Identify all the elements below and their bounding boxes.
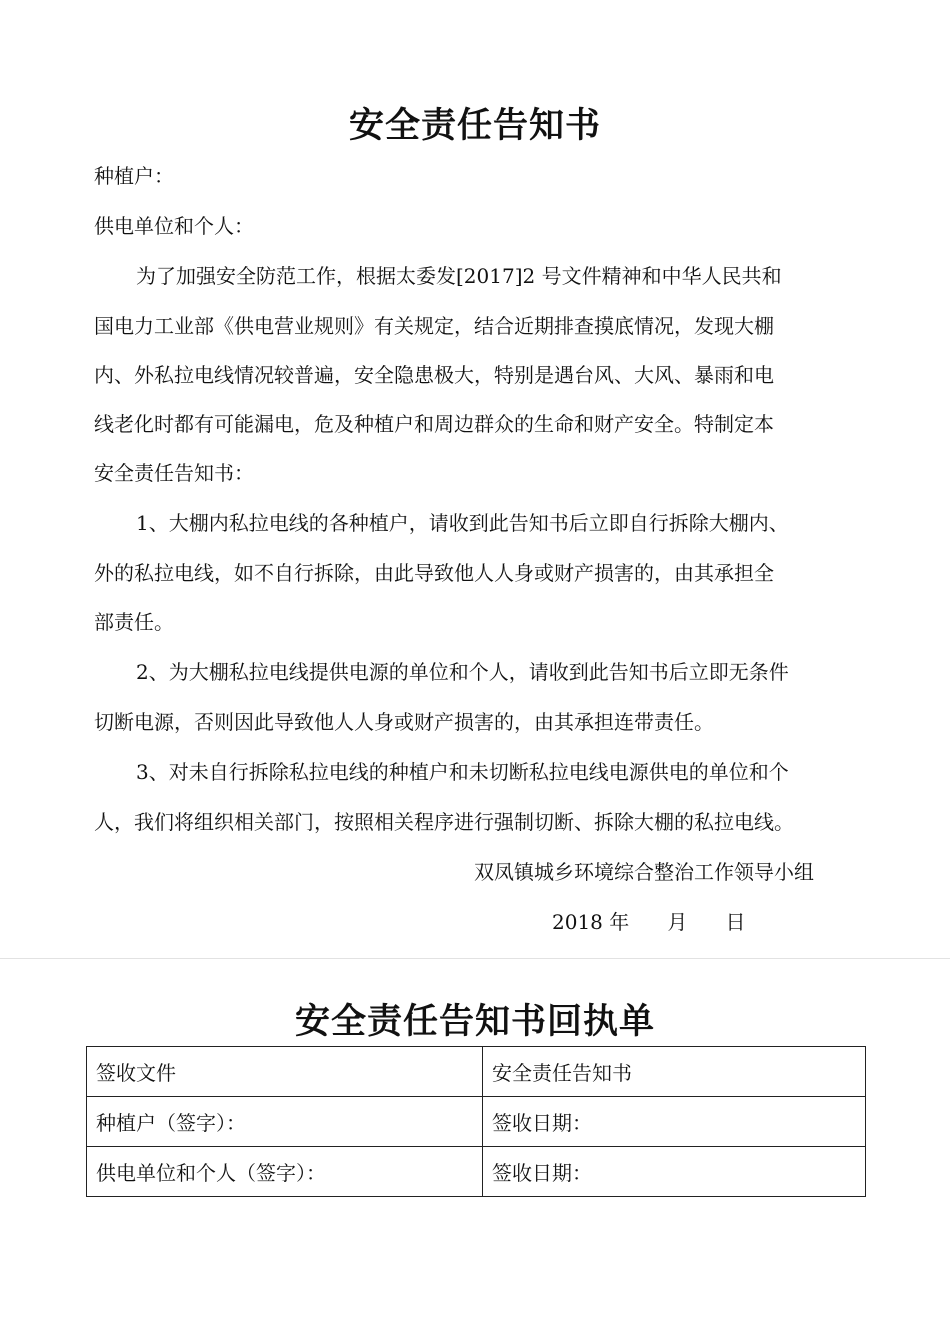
intro-line: 线老化时都有可能漏电，危及种植户和周边群众的生命和财产安全。特制定本 [94, 412, 774, 436]
page-divider [0, 958, 950, 959]
table-cell: 供电单位和个人（签字）： [87, 1147, 483, 1197]
notice-title: 安全责任告知书 [348, 105, 601, 146]
table-row [87, 1047, 866, 1097]
table-cell: 签收日期： [483, 1097, 866, 1147]
item-3-line: 3、对未自行拆除私拉电线的种植户和未切断私拉电线电源供电的单位和个 [136, 760, 789, 784]
receipt-table [86, 1046, 866, 1197]
intro-line: 国电力工业部《供电营业规则》有关规定，结合近期排查摸底情况，发现大棚 [94, 314, 774, 338]
table-row [87, 1097, 866, 1147]
item-3-line: 人，我们将组织相关部门，按照相关程序进行强制切断、拆除大棚的私拉电线。 [94, 810, 794, 834]
item-1-line: 部责任。 [94, 610, 174, 634]
table-cell: 种植户（签字）： [87, 1097, 483, 1147]
table-row [87, 1147, 866, 1197]
intro-line: 安全责任告知书： [94, 461, 254, 485]
item-1-line: 1、大棚内私拉电线的各种植户，请收到此告知书后立即自行拆除大棚内、 [136, 511, 789, 535]
table-cell: 签收日期： [483, 1147, 866, 1197]
receipt-title: 安全责任告知书回执单 [294, 1001, 655, 1042]
table-cell: 安全责任告知书 [483, 1047, 866, 1097]
salutation-growers: 种植户： [94, 164, 174, 188]
table-cell: 签收文件 [87, 1047, 483, 1097]
salutation-power-suppliers: 供电单位和个人： [94, 214, 254, 238]
issuer-signature: 双凤镇城乡环境综合整治工作领导小组 [474, 860, 814, 884]
item-2-line: 切断电源，否则因此导致他人人身或财产损害的，由其承担连带责任。 [94, 710, 714, 734]
item-2-line: 2、为大棚私拉电线提供电源的单位和个人，请收到此告知书后立即无条件 [136, 660, 789, 684]
intro-line: 内、外私拉电线情况较普遍，安全隐患极大，特别是遇台风、大风、暴雨和电 [94, 363, 774, 387]
item-1-line: 外的私拉电线，如不自行拆除，由此导致他人人身或财产损害的，由其承担全 [94, 561, 774, 585]
intro-line: 为了加强安全防范工作，根据太委发[2017]2 号文件精神和中华人民共和 [136, 264, 782, 288]
issue-date: 2018 年 月 日 [552, 910, 746, 934]
